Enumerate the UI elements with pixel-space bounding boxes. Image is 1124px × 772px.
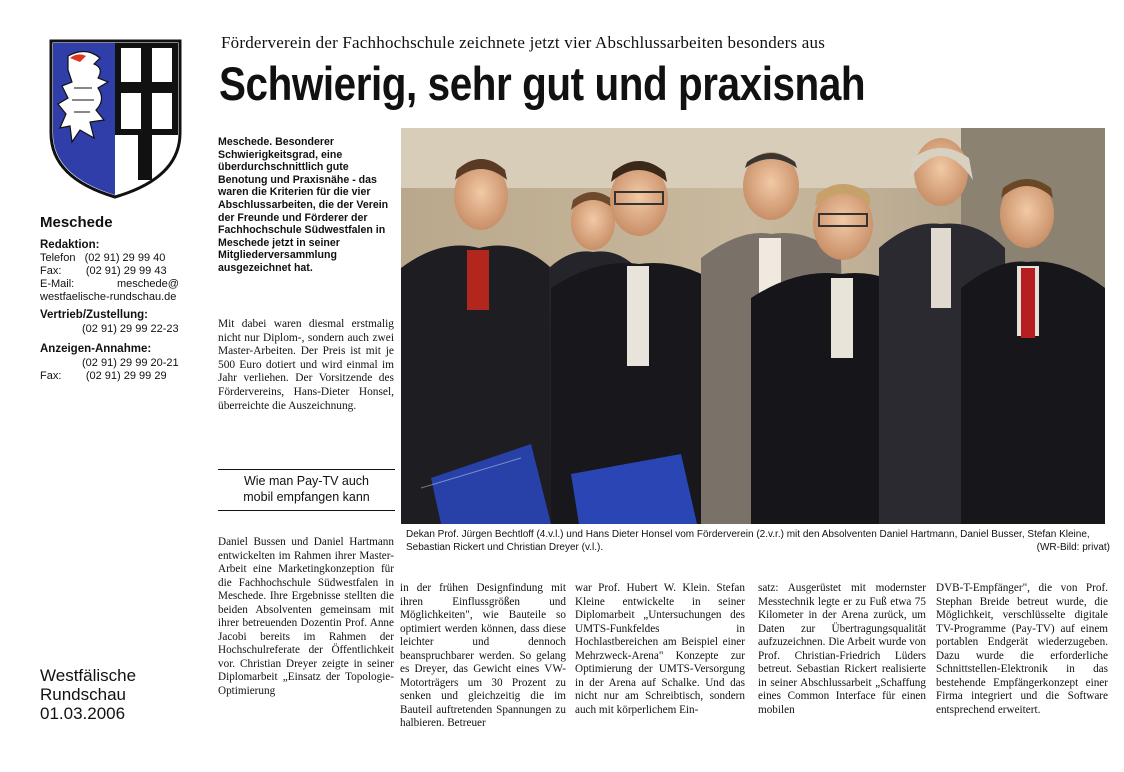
photo-caption xyxy=(406,528,1110,554)
column-4: satz: Ausgerüstet mit modernster Messtechnik legte er zu Fuß etwa 75 Kilometer in der Arena zurück, um Daten zur Übertragungsqualität aufzuzeichnen. Die Arbeit wurde von Prof. Christian-Friedrich Lüders betreut. Sebastian Rickert realisierte in seiner Abschlussarbeit „Schaffung eines Common Interface für einen mobilen xyxy=(758,582,926,716)
contact-telefon: Telefon (02 91) 29 99 40 xyxy=(40,252,166,264)
redaktion-label: Redaktion: xyxy=(40,239,100,251)
credit-newspaper-line1: Westfälische xyxy=(40,666,137,685)
anzeigen-contacts xyxy=(40,357,179,383)
publication-credit xyxy=(40,666,136,723)
column-2: in der frühen Designfindung mit ihren Einflussgrößen und Möglichkeiten", wie Bauteile so optimiert werden können, dass diese leichter und dennoch beanspruchbarer werden. So gelang es Dreyer, das Gewicht eines VW-Motorträgers um 30 Prozent zu senken und gleichzeitig die im Bauteil auftretenden Spannungen zu halbieren. Betreuer xyxy=(400,582,566,729)
group-photo xyxy=(401,128,1105,524)
anzeigen-fax: Fax: (02 91) 29 99 29 xyxy=(40,370,167,382)
column-1: Daniel Bussen und Daniel Hartmann entwickelten im Rahmen ihrer Master-Arbeit eine Marketingkonzeption für die Fachhochschule Südwestfalen in Meschede. Ihre Ergebnisse stellten die beiden Absolventen gemeinsam mit ihrer betreuenden Dozentin Prof. Anne Jacobi bereits im Rahmen der Hochschulreferate der Öffentlichkeit vor. Christian Dreyer zeigte in seiner Diplomarbeit „Einsatz der Topologie-Optimierung xyxy=(218,536,394,697)
subhead-box xyxy=(218,469,395,511)
contact-email: E-Mail: meschede@ xyxy=(40,278,179,290)
article-kicker: Förderverein der Fachhochschule zeichnete jetzt vier Abschlussarbeiten besonders aus xyxy=(221,33,826,52)
vertrieb-phone: (02 91) 29 99 22-23 xyxy=(82,323,179,335)
column-3: war Prof. Hubert W. Klein. Stefan Kleine entwickelte in seiner Diplomarbeit „Untersuchungen des UMTS-Funkfeldes in Hochlastbereichen am Beispiel einer Mehrzweck-Arena" Konzepte zur Optimierung der UMTS-Versorgung in der Arena auf Schalke. Und das nicht nur am Schreibtisch, sondern auch mit körperlichem Ein- xyxy=(575,582,745,716)
vertrieb-label: Vertrieb/Zustellung: xyxy=(40,309,148,321)
photo-credit: (WR-Bild: privat) xyxy=(1036,542,1110,553)
photo-caption-text: Dekan Prof. Jürgen Bechtloff (4.v.l.) und Hans Dieter Honsel vom Förderverein (2.v.r.) mit den Absolventen Daniel Hartmann, Daniel Busser, Stefan Kleine, Sebastian Rickert und Christian Dreyer (v.l.). xyxy=(406,529,1090,553)
article-intro-paragraph: Mit dabei waren diesmal erstmalig nicht nur Diplom-, sondern auch zwei Master-Arbeiten. Der Preis ist mit je 500 Euro dotiert und wird einmal im Jahr verliehen. Der Vorsitzende des Fördervereins, Hans-Dieter Honsel, überreichte die Auszeichnung. xyxy=(218,318,394,412)
column-5: DVB-T-Empfänger", die von Prof. Stephan Breide betreut wurde, die Möglichkeit, verschlüsselte digitale TV-Programme (Pay-TV) auf einem portablen Endgerät wiederzugeben. Dazu wurde die erforderliche Schnittstellen-Elektronik in das bestehende Empfängerkonzept einer Firma integriert und die Software entsprechend erweitert. xyxy=(936,582,1108,716)
credit-date: 01.03.2006 xyxy=(40,704,126,723)
anzeigen-phone: (02 91) 29 99 20-21 xyxy=(82,357,179,369)
article-headline: Schwierig, sehr gut und praxisnah xyxy=(219,57,866,110)
sidebar-city: Meschede xyxy=(40,214,113,231)
contact-fax: Fax: (02 91) 29 99 43 xyxy=(40,265,167,277)
redaktion-contacts xyxy=(40,252,179,304)
coat-of-arms xyxy=(48,38,183,200)
subhead-text: Wie man Pay-TV auch mobil empfangen kann xyxy=(243,474,370,504)
contact-email-domain: westfaelische-rundschau.de xyxy=(40,291,177,303)
anzeigen-label: Anzeigen-Annahme: xyxy=(40,343,152,355)
credit-newspaper-line2: Rundschau xyxy=(40,685,127,704)
article-lead: Meschede. Besonderer Schwierigkeitsgrad, eine überdurchschnittlich gute Benotung und Praxisnähe - das waren die Kriterien für die vier Abschlussarbeiten, die der Verein der Freunde und Förderer der Fachhochschule Südwestfalen in Meschede jetzt in seiner Mitgliederversammlung ausgezeichnet hat. xyxy=(218,136,389,274)
